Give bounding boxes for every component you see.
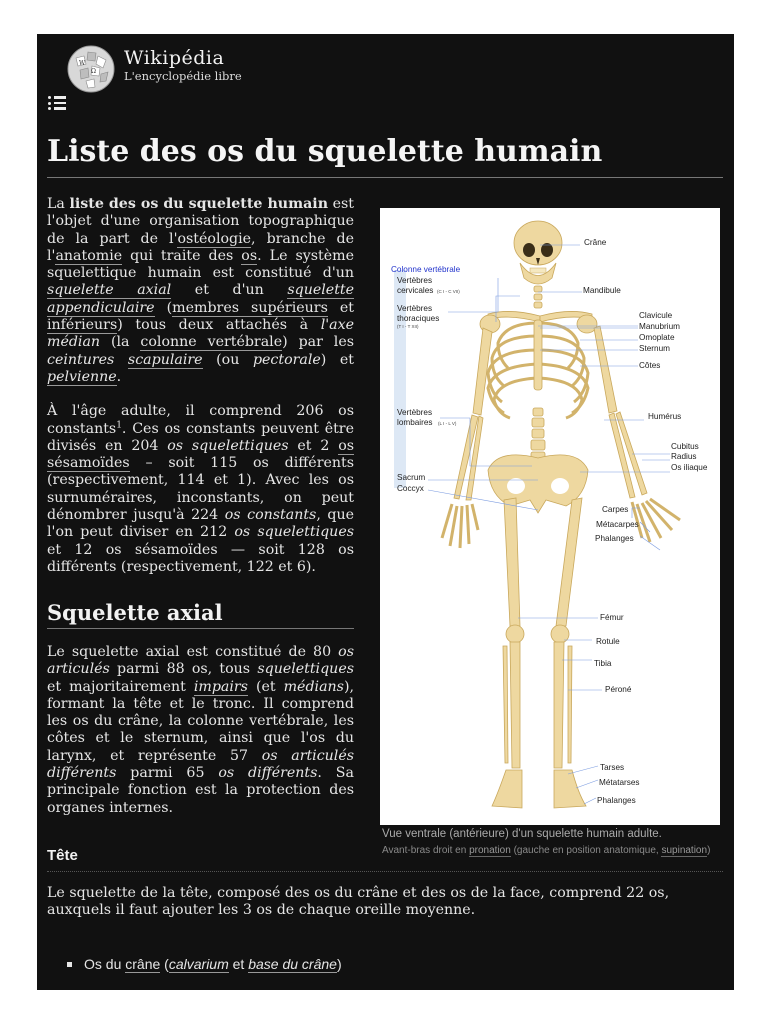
title-divider xyxy=(47,177,723,178)
skeleton-diagram xyxy=(380,208,720,825)
spine-bracket xyxy=(394,270,406,488)
intro-paragraph-1: La liste des os du squelette humain est l'objet d'une organisation topographique de la part de l'ostéologie, branche de l'anatomie qui traite des os. Le système squelettique humain est constitué d'un squelette axial et d'un squelette appendiculaire (membres supérieurs et inférieurs) tous deux attachés à l'axe médian (la colonne vertébrale) par les ceintures scapulaire (ou pectorale) et pelvienne. xyxy=(47,196,355,385)
label-mandibule: Mandibule xyxy=(583,286,621,295)
label-rotule: Rotule xyxy=(596,637,620,646)
italic-term: os squelettiques xyxy=(234,524,355,541)
tete-paragraph: Le squelette de la tête, composé des os du crâne et des os de la face, comprend 22 os, auxquels il faut ajouter les 3 os de chaque oreille moyenne. xyxy=(47,885,670,919)
skeleton-figure[interactable] xyxy=(380,208,720,825)
menu-list-icon[interactable] xyxy=(48,96,66,110)
label-perone: Péroné xyxy=(605,685,632,694)
italic-term: médians xyxy=(283,678,344,695)
intro-paragraph-2: À l'âge adulte, il comprend 206 os constants$^1$. Ces os constants peuvent être divisés en 204 os squelettiques et 2 os sésamoïdes – soit 115 os différents (respectivement, 114 et 1). Avec les os surnuméraires, inconstants, on peut dénombrer jusqu'à 224 os constants, que l'on peut diviser en 212 os squelettiques et 12 os sésamoïdes — soit 128 os différents (respectivement, 122 et 6). xyxy=(47,403,355,575)
italic-term: os articulés différents xyxy=(47,747,355,782)
label-metatarses: Métatarses xyxy=(599,778,640,787)
label-colonne: Colonne vertébrale xyxy=(391,265,461,274)
label-cervicales-2: cervicales xyxy=(397,286,434,295)
link-membres-superieurs[interactable]: membres supérieurs xyxy=(172,299,328,316)
label-femur: Fémur xyxy=(600,613,624,622)
label-sternum: Sternum xyxy=(639,344,670,353)
section-divider xyxy=(47,628,354,629)
link-supination[interactable]: supination xyxy=(661,845,708,856)
wikipedia-globe-icon[interactable] xyxy=(66,44,116,94)
link-calvarium[interactable]: calvarium xyxy=(168,956,229,972)
label-os-iliaque: Os iliaque xyxy=(671,463,708,472)
italic-term: os squelettiques xyxy=(167,437,289,454)
link-squelette-axial[interactable]: squelette axial xyxy=(47,282,172,299)
bold-term: liste des os du squelette humain xyxy=(69,196,329,212)
label-cotes: Côtes xyxy=(639,361,661,370)
label-crane: Crâne xyxy=(584,238,607,247)
tete-text xyxy=(47,885,727,920)
right-hand xyxy=(632,499,680,542)
label-omoplate: Omoplate xyxy=(639,333,675,342)
section-heading-tete: Tête xyxy=(47,847,78,864)
svg-text:Ω: Ω xyxy=(91,68,96,75)
label-manubrium: Manubrium xyxy=(639,322,680,331)
label-sacrum: Sacrum xyxy=(397,473,426,482)
italic-term: squelettiques xyxy=(257,661,354,678)
label-cervicales-range: (C I - C VII) xyxy=(437,289,460,294)
link-osteologie[interactable]: ostéologie xyxy=(177,230,252,247)
axial-paragraph: Le squelette axial est constitué de 80 os articulés parmi 88 os, tous squelettiques et majoritairement impairs (et médians), formant la tête et le tronc. Il comprend les os du crâne, la colonne vertébrale, les côtes et le sternum, ainsi que l'os du larynx, et représente 57 os articulés différents parmi 65 os différents. Sa principale fonction est la protection des organes internes. xyxy=(47,644,355,816)
reference-link[interactable]: 1 xyxy=(116,419,122,430)
link-os-sesamoides[interactable]: os sésamoïdes xyxy=(47,437,355,472)
site-tagline: L'encyclopédie libre xyxy=(124,69,242,83)
link-squelette-appendiculaire[interactable]: squelette appendiculaire xyxy=(47,282,354,316)
link-crane[interactable]: crâne xyxy=(125,956,161,972)
label-thoraciques-2: thoraciques xyxy=(397,314,440,323)
mobile-page: W Ω Wikipédia L'encyclopédie libre Liste des os du squelette humain La liste des os du squelette humain est l'objet d'une organisation topographique de la part de l'ostéologie, branche de l'anatomie qui traite des os. Le système squelettique humain est constitué d'un squelette axial et d'un squelette appendiculaire (membres supérieurs et inférieurs) tous deux attachés à l'axe médian (la colonne vertébrale) par les ceintures scapulaire (ou pectorale) et pelvienne. À l'âge adulte, il comprend 206 os constants$^1$. Ces os constants peuvent être divisés en 204 os squelettiques et 2 os sésamoïdes – soit 115 os différents (respectivement, 114 et 1). Avec les os surnuméraires, inconstants, on peut dénombrer jusqu'à 224 os constants, que l'on peut diviser en 212 os squelettiques et 12 os sésamoïdes — soit 128 os différents (respectivement, 122 et 6). Squelette axial Le squelette axial est constitué de 80 os articulés parmi 88 os, tous squelettiques et majoritairement impairs (et médians), formant la tête et le tronc. Il comprend les os du crâne, la colonne vertébrale, les côtes et le sternum, ainsi que l'os du larynx, et représente 57 os articulés différents parmi 65 os différents. Sa principale fonction est la protection des organes internes. Tête Crâne Colonne vertébrale Vertèbres cervicales (C I - C VII) Mandibule Vertèbres thoraciques (T I - T XII) Clavicule Manubrium Omoplate Sternum Côtes Humérus Vertèbres lombaires (L I - L V) Cubitus Radius Os iliaque Sacrum Coccyx Carpes Métacarpes Phalanges Fémur Rotule Tibia Péroné Tarses Métatarses Phalanges Vue ventrale (antérieure) d'un squelette humain adulte. Avant-bras droit en pronation (gauche en position anatomique, supination) Le squelette de la tête, composé des os du crâne et des os de la face, comprend 22 os, auxquels il faut ajouter les 3 os de chaque oreille moyenne. Os du crâne (calvarium et base du crâne) xyxy=(37,34,734,990)
italic-term: pectorale xyxy=(252,351,321,368)
link-colonne-vertebrale[interactable]: colonne vertébrale xyxy=(140,334,283,351)
italic-term: os constants xyxy=(224,507,317,524)
bullet-square-icon xyxy=(67,962,72,967)
label-metacarpes: Métacarpes xyxy=(596,520,639,529)
axial-text xyxy=(47,644,354,817)
italic-term: l'axe médian xyxy=(47,317,354,351)
label-cubitus: Cubitus xyxy=(671,442,699,451)
svg-text:W: W xyxy=(79,60,86,67)
site-wordmark[interactable]: Wikipédia xyxy=(124,47,225,69)
caption-main: Vue ventrale (antérieure) d'un squelette humain adulte. xyxy=(382,828,662,840)
italic-term: os articulés xyxy=(47,644,354,678)
label-coccyx: Coccyx xyxy=(397,484,424,493)
label-lombaires-1: Vertèbres xyxy=(397,408,433,417)
link-anatomie[interactable]: anatomie xyxy=(55,247,123,264)
label-phalanges-pied: Phalanges xyxy=(597,796,636,805)
label-tarses: Tarses xyxy=(600,763,625,772)
label-cervicales-1: Vertèbres xyxy=(397,276,433,285)
label-lombaires-range: (L I - L V) xyxy=(438,421,457,426)
label-lombaires-2: lombaires xyxy=(397,418,433,427)
link-pelvienne[interactable]: pelvienne xyxy=(47,368,117,385)
label-thoraciques-1: Vertèbres xyxy=(397,304,433,313)
site-header xyxy=(37,34,734,94)
figure-caption xyxy=(382,826,712,859)
left-hand xyxy=(442,504,478,548)
label-clavicule: Clavicule xyxy=(639,311,673,320)
section-heading-axial: Squelette axial xyxy=(47,600,223,625)
link-os[interactable]: os xyxy=(241,247,258,264)
subsection-divider xyxy=(47,871,723,872)
label-tibia: Tibia xyxy=(594,659,612,668)
label-radius: Radius xyxy=(671,452,697,461)
italic-term: ceintures xyxy=(47,351,115,368)
caption-note: Avant-bras droit en pronation (gauche en position anatomique, supination) xyxy=(382,845,711,856)
link-scapulaire[interactable]: scapulaire xyxy=(127,351,203,368)
link-inferieurs[interactable]: inférieurs xyxy=(47,317,118,334)
link-pronation[interactable]: pronation xyxy=(469,845,511,856)
label-thoraciques-range: (T I - T XII) xyxy=(397,324,419,329)
page-title: Liste des os du squelette humain xyxy=(47,134,603,169)
italic-term: os différents xyxy=(218,765,318,782)
link-base-du-crane[interactable]: base du crâne xyxy=(248,956,337,972)
label-carpes: Carpes xyxy=(602,505,629,514)
link-impairs[interactable]: impairs xyxy=(193,678,248,695)
intro-text xyxy=(47,196,354,576)
label-phalanges-main: Phalanges xyxy=(595,534,634,543)
label-humerus: Humérus xyxy=(648,412,682,421)
